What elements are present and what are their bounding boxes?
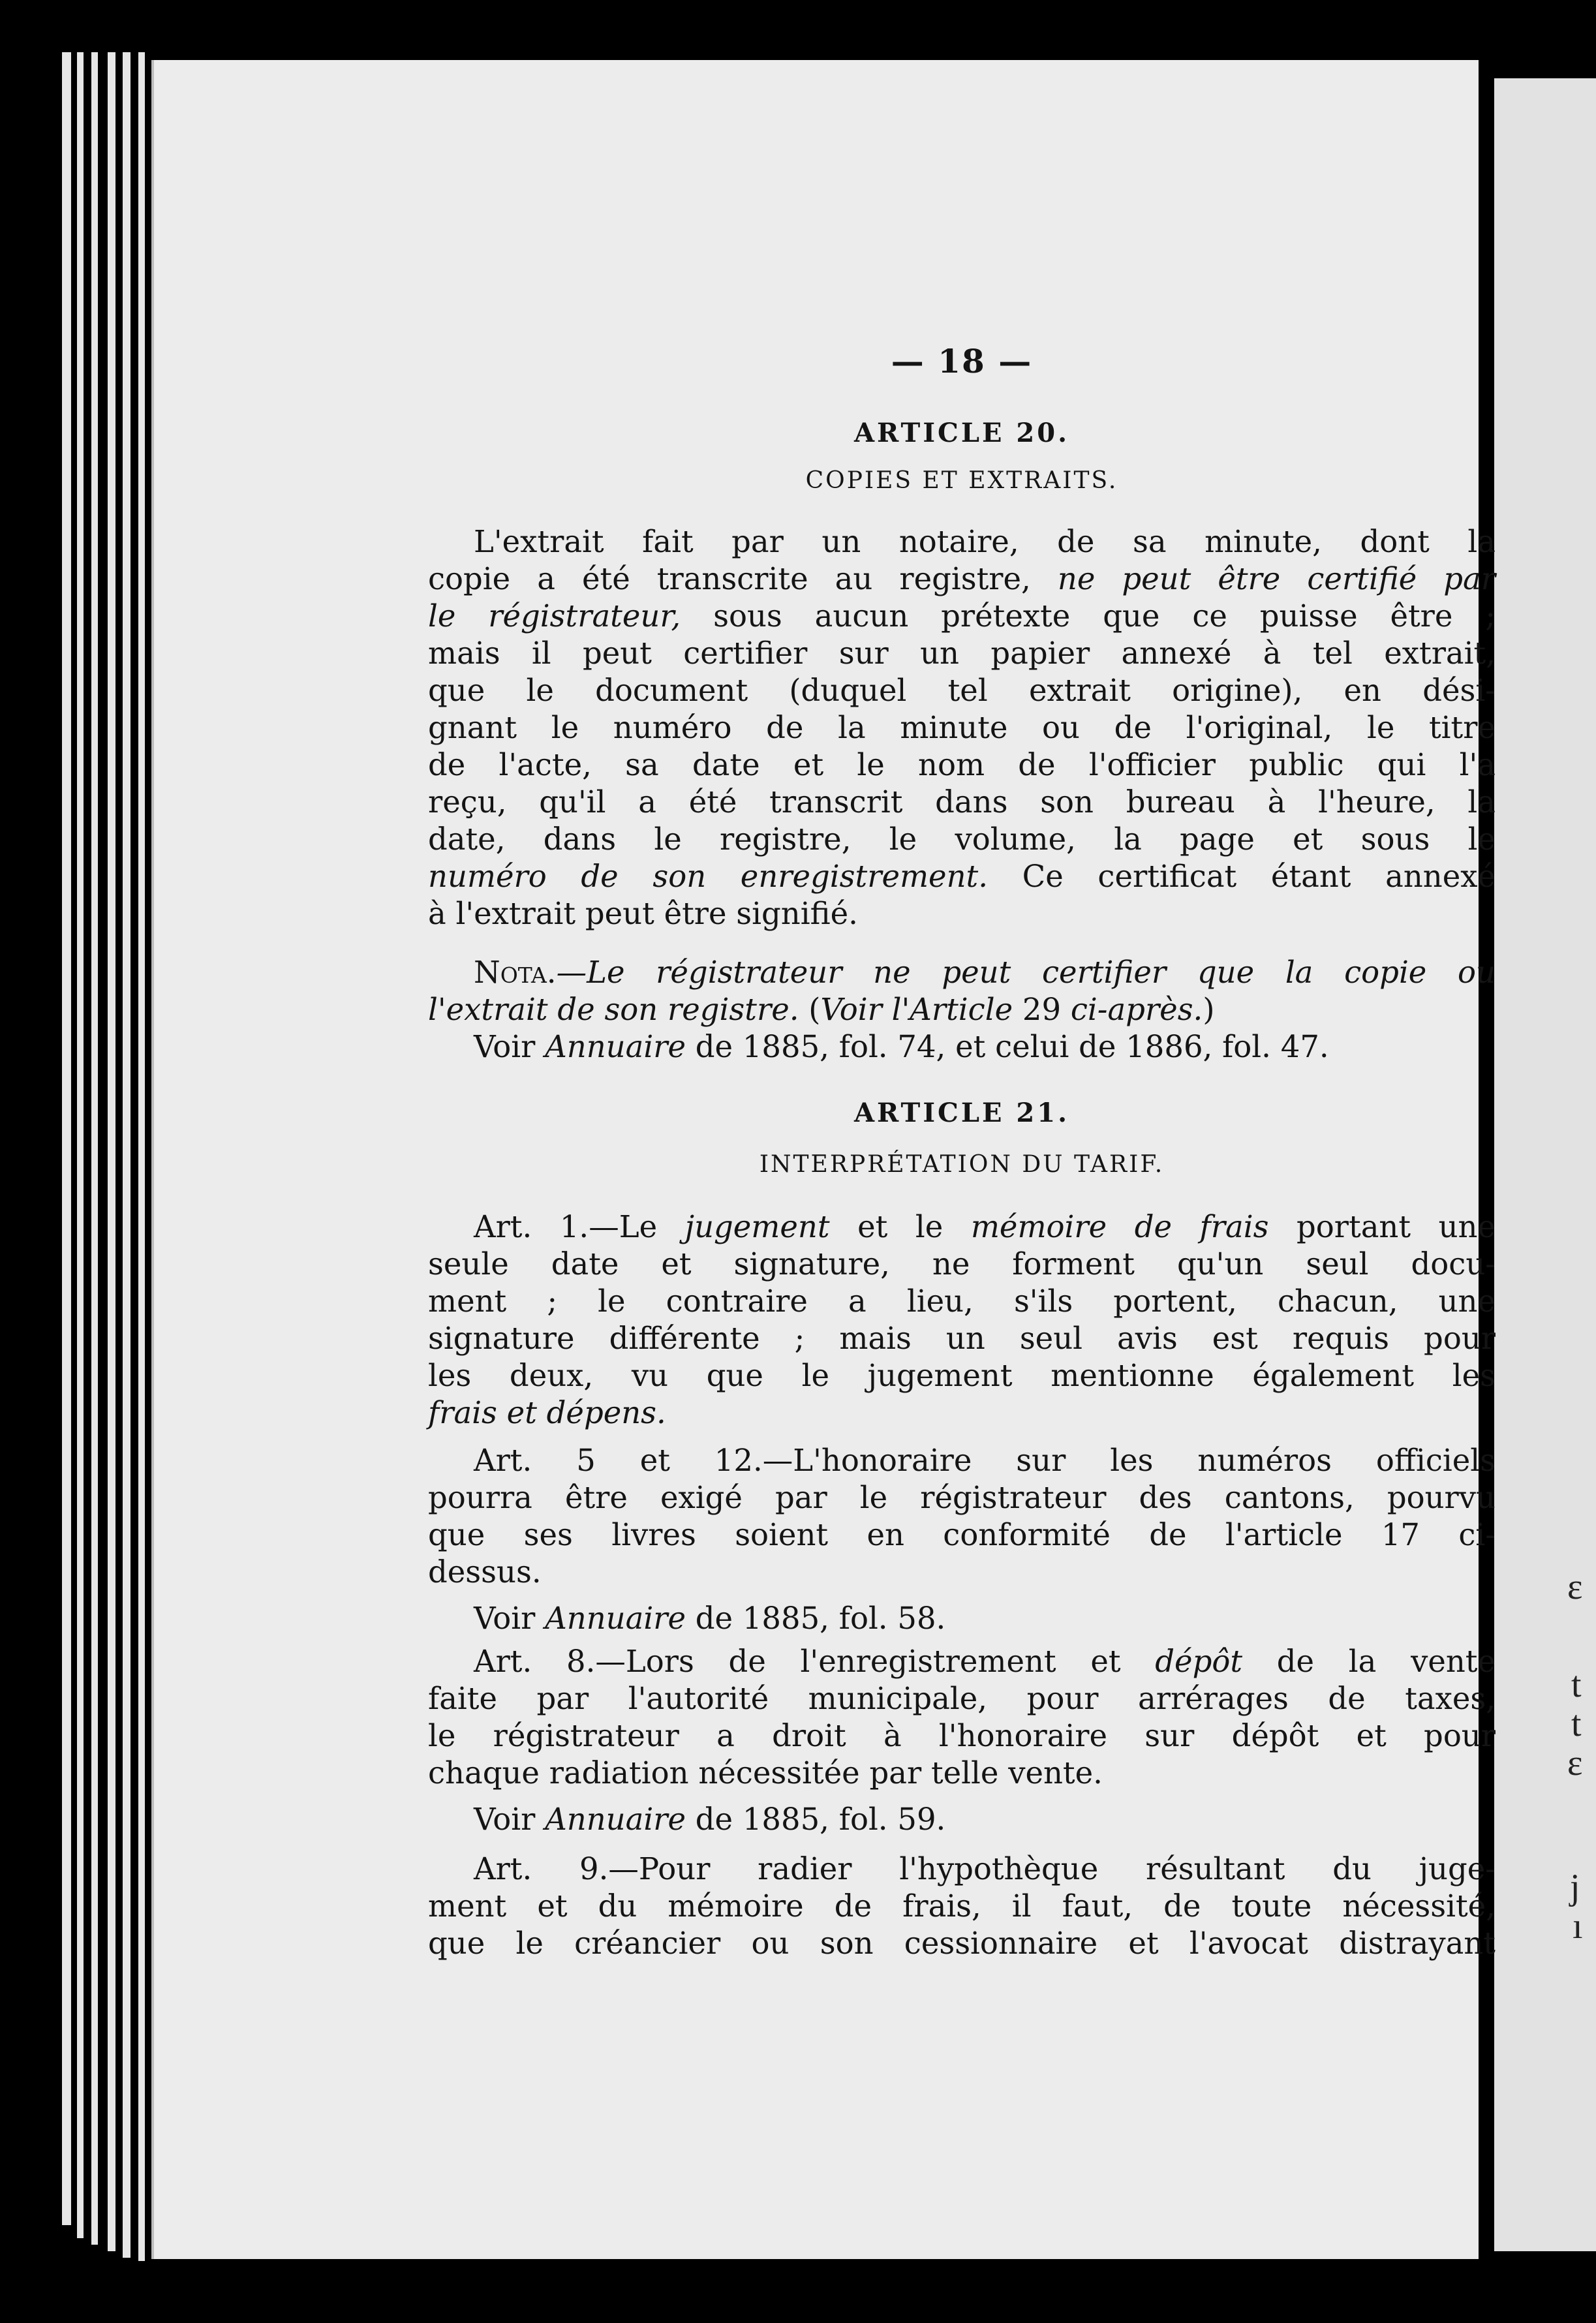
page-edge [138,52,145,2261]
text-line: ment et du mémoire de frais, il faut, de toute nécessité, [428,1888,1496,1924]
text-line: Nota.—Le régistrateur ne peut certifier que la copie ou [474,955,1496,990]
article-20-subtitle: COPIES ET EXTRAITS. [805,467,1118,494]
page-edge [77,52,84,2238]
text-line: mais il peut certifier sur un papier annexé à tel extrait, [428,636,1496,671]
text-line: gnant le numéro de la minute ou de l'original, le titre [428,710,1496,745]
text-line: frais et dépens. [428,1395,666,1430]
text-line: de l'acte, sa date et le nom de l'officier public qui l'a [428,747,1496,782]
page-edge [62,52,71,2225]
text-line: reçu, qu'il a été transcrit dans son bureau à l'heure, la [428,784,1496,820]
text-line: pourra être exigé par le régistrateur des cantons, pourvu [428,1480,1496,1515]
next-page-fragment: ɛ [1567,1567,1583,1607]
text-line: Art. 9.—Pour radier l'hypothèque résultant du juge- [474,1851,1496,1886]
text-line: les deux, vu que le jugement mentionne également les [428,1358,1496,1393]
text-line: que le créancier ou son cessionnaire et l'avocat distrayant [428,1926,1496,1961]
text-line: Art. 1.—Le jugement et le mémoire de frais portant une [474,1209,1496,1244]
article-21-art9 [428,1851,1496,1962]
text-line: numéro de son enregistrement. Ce certificat étant annexé [428,859,1496,894]
book-page [151,60,1496,2259]
next-page-fragment: ı [1573,1906,1583,1946]
next-page-fragment: j [1570,1867,1580,1907]
text-line: faite par l'autorité municipale, pour arrérages de taxes, [428,1681,1496,1716]
text-line: dessus. [428,1554,542,1590]
text-line: date, dans le registre, le volume, la page et sous le [428,822,1496,857]
article-21-subtitle: INTERPRÉTATION DU TARIF. [759,1151,1165,1178]
text-line: L'extrait fait par un notaire, de sa minute, dont la [474,524,1496,559]
text-line: signature différente ; mais un seul avis est requis pour [428,1321,1496,1356]
article-21-art8 [428,1643,1496,1838]
article-21-title: ARTICLE 21. [853,1098,1069,1128]
next-page-edge [1494,78,1596,2251]
text-line: Art. 5 et 12.—L'honoraire sur les numéros officiels [474,1443,1496,1478]
page-number: — 18 — [891,342,1033,380]
next-page-fragment: t [1571,1665,1582,1705]
nota-label: Nota. [474,955,557,990]
text-line: le régistrateur, sous aucun prétexte que ce puisse être ; [428,598,1496,634]
page-edge [91,52,98,2245]
text-line: le régistrateur a droit à l'honoraire sur dépôt et pour [428,1718,1496,1753]
text-line: copie a été transcrite au registre, ne peut être certifié par [428,561,1496,596]
article-20-title: ARTICLE 20. [853,418,1069,448]
text-line: que le document (duquel tel extrait origine), en dési- [428,673,1496,708]
article-21-art5 [428,1442,1496,1637]
text-line: chaque radiation nécessitée par telle vente. [428,1755,1103,1791]
text-line: Voir Annuaire de 1885, fol. 59. [474,1802,946,1837]
text-line: seule date et signature, ne forment qu'un seul docu- [428,1246,1496,1282]
next-page-fragment: ɛ [1567,1743,1583,1783]
text-line: Voir Annuaire de 1885, fol. 58. [474,1601,946,1636]
article-20-paragraph [428,523,1496,932]
text-line: Art. 8.—Lors de l'enregistrement et dépôt de la vente [474,1644,1496,1679]
article-21-art1 [428,1208,1496,1432]
text-line: l'extrait de son registre. (Voir l'Article 29 ci-après.) [428,992,1215,1027]
next-page-fragment: t [1571,1704,1582,1744]
text-line: Voir Annuaire de 1885, fol. 74, et celui de 1886, fol. 47. [474,1029,1329,1064]
nota-block [428,954,1496,1066]
text-line: ment ; le contraire a lieu, s'ils portent, chacun, une [428,1284,1496,1319]
page-edge [123,52,130,2258]
page-edge [108,52,115,2251]
text-line: à l'extrait peut être signifié. [428,896,858,931]
text-line: que ses livres soient en conformité de l'article 17 ci- [428,1517,1496,1552]
